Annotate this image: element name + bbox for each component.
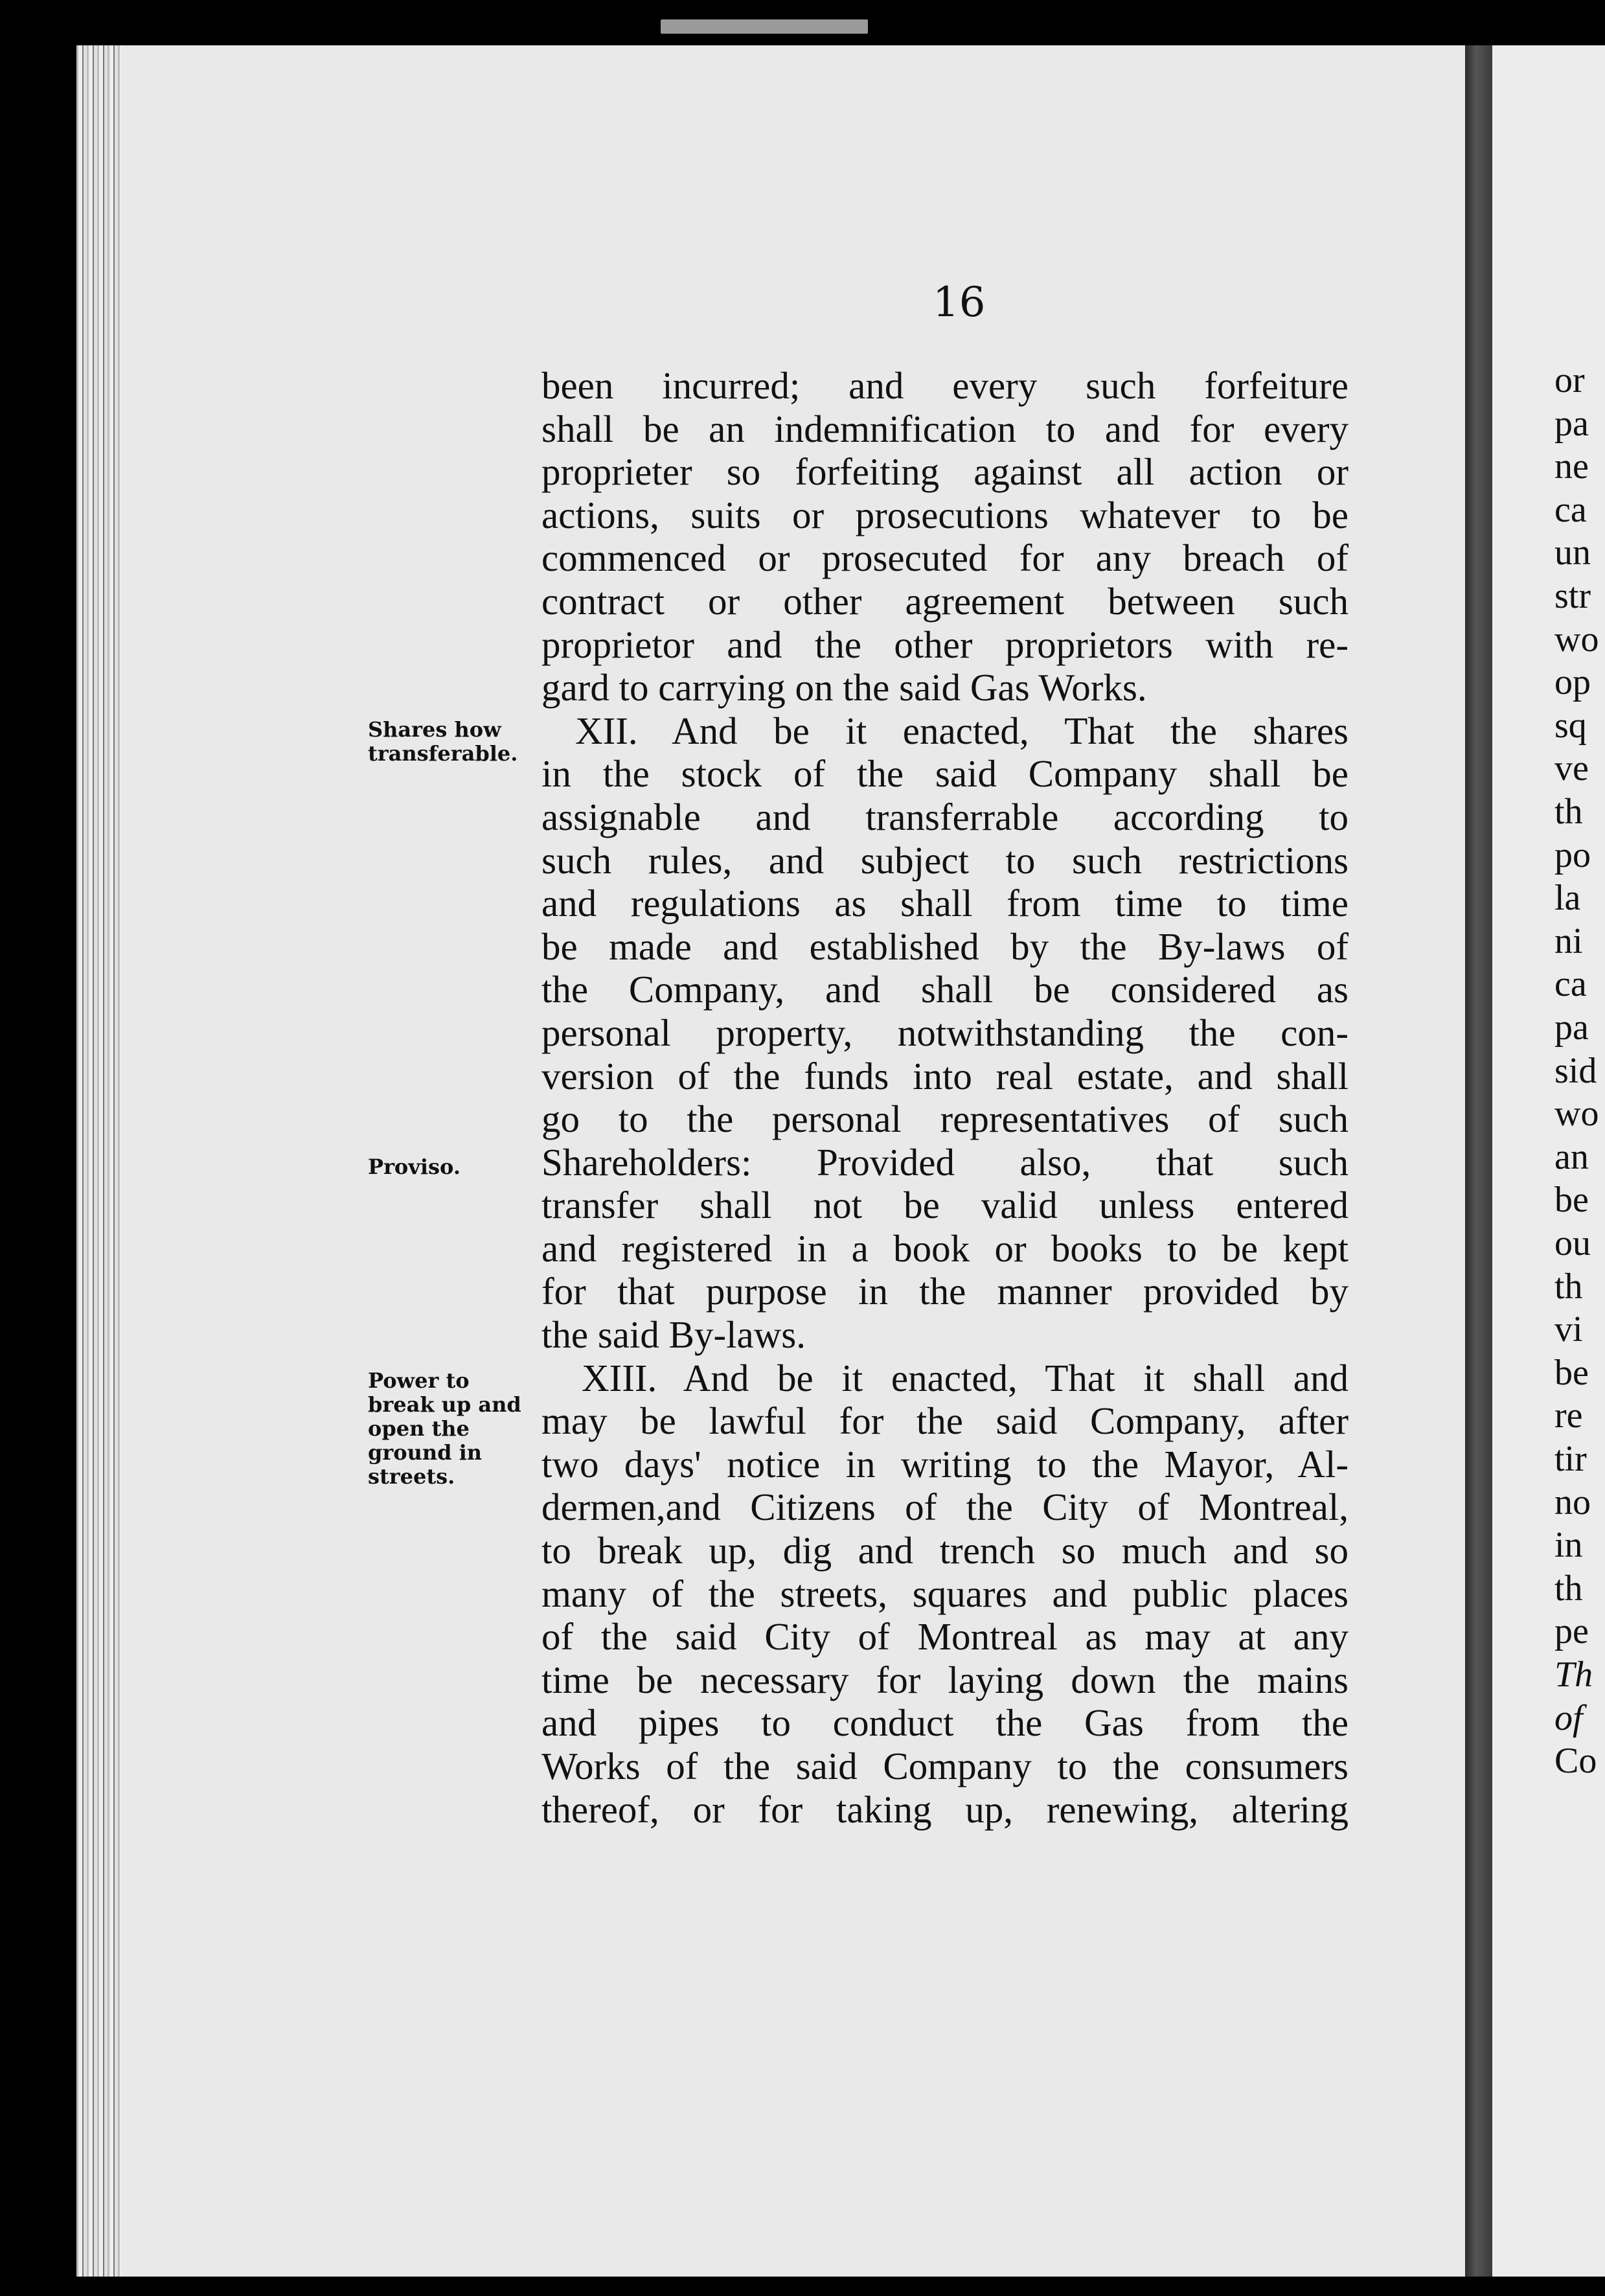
text-line: and regulations as shall from time to time [541,882,1349,925]
text-line: in the stock of the said Company shall be [541,752,1349,796]
facing-page-line: po [1554,834,1591,875]
marginal-note-proviso: Proviso. [368,1154,461,1179]
text-line: been incurred; and every such forfeiture [541,364,1349,407]
text-line: XIII. And be it enacted, That it shall and [582,1356,1349,1399]
text-line: dermen,and Citizens of the City of Montreal, [541,1486,1349,1529]
text-line: and registered in a book or books to be kept [541,1226,1349,1270]
body-text [541,364,1349,1831]
facing-page-line: ou [1554,1223,1591,1263]
text-line: actions, suits or prosecutions whatever to be [541,493,1349,536]
facing-page-line: ca [1554,489,1587,530]
marginal-note-shares: Shares how transferable. [368,717,518,766]
text-line: version of the funds into real estate, and shall [541,1054,1349,1097]
text-line: proprieter so forfeiting against all action or [541,450,1349,494]
text-line: assignable and transferrable according to [541,795,1349,838]
text-line: and pipes to conduct the Gas from the [541,1701,1349,1745]
text-line: contract or other agreement between such [541,579,1349,623]
facing-page-line: be [1554,1352,1589,1393]
text-line: to break up, dig and trench so much and so [541,1529,1349,1572]
facing-page-line: wo [1554,619,1599,660]
facing-page-line: no [1554,1482,1591,1522]
text-line: go to the personal representatives of such [541,1097,1349,1141]
facing-page-line: tir [1554,1439,1587,1479]
text-line: gard to carrying on the said Gas Works. [541,666,1147,709]
text-line: of the said City of Montreal as may at any [541,1615,1349,1659]
facing-page-line: op [1554,662,1591,703]
facing-page-line: la [1554,878,1581,919]
text-line: time be necessary for laying down the mains [541,1658,1349,1701]
facing-page-line: sid [1554,1050,1597,1091]
facing-page-line: vi [1554,1309,1583,1350]
text-line: personal property, notwithstanding the con- [541,1011,1349,1054]
facing-page-line: an [1554,1136,1589,1177]
text-line: may be lawful for the said Company, after [541,1399,1349,1443]
text-line: Works of the said Company to the consumers [541,1745,1349,1787]
text-line: such rules, and subject to such restrictions [541,838,1349,882]
facing-page-line: th [1554,1568,1583,1609]
text-line: for that purpose in the manner provided by [541,1270,1349,1313]
facing-page-line: un [1554,533,1591,573]
facing-page-line: th [1554,792,1583,832]
text-line: the Company, and shall be considered as [541,968,1349,1011]
facing-page-line: pa [1554,403,1589,444]
facing-page-line: ni [1554,921,1583,961]
text-line: commenced or prosecuted for any breach of [541,536,1349,580]
binding-strip [661,19,868,34]
page-stack-edge [76,45,122,2277]
facing-page-line: ca [1554,964,1587,1005]
facing-page-line: of [1554,1697,1583,1738]
facing-page-line: sq [1554,705,1587,746]
facing-page-line: pa [1554,1007,1589,1048]
text-line: shall be an indemnification to and for every [541,407,1349,450]
text-line: Shareholders: Provided also, that such [541,1140,1349,1184]
facing-page-line: ne [1554,446,1589,487]
facing-page-line: in [1554,1525,1583,1566]
text-line: transfer shall not be valid unless entered [541,1184,1349,1227]
text-line: many of the streets, squares and public places [541,1572,1349,1615]
text-line: the said By-laws. [541,1313,806,1357]
facing-page-line: Co [1554,1741,1597,1782]
book-gutter [1465,45,1492,2277]
facing-page-line: or [1554,360,1585,400]
text-line: two days' notice in writing to the Mayor, Al- [541,1442,1349,1486]
facing-page-line: wo [1554,1094,1599,1134]
marginal-note-power: Power to break up and open the ground in streets. [368,1368,521,1489]
text-line: XII. And be it enacted, That the shares [575,709,1349,752]
facing-page-line: pe [1554,1611,1589,1652]
facing-page-line: str [1554,576,1591,616]
facing-page-line: ve [1554,748,1589,789]
text-line: be made and established by the By-laws of [541,924,1349,968]
facing-page-line: be [1554,1180,1589,1221]
text-line: thereof, or for taking up, renewing, altering [541,1787,1349,1831]
facing-page-line: re [1554,1395,1583,1436]
page-number: 16 [933,279,986,327]
text-line: proprietor and the other proprietors with re- [541,623,1349,666]
facing-page-line: th [1554,1266,1583,1307]
facing-page-line: Th [1554,1655,1593,1695]
